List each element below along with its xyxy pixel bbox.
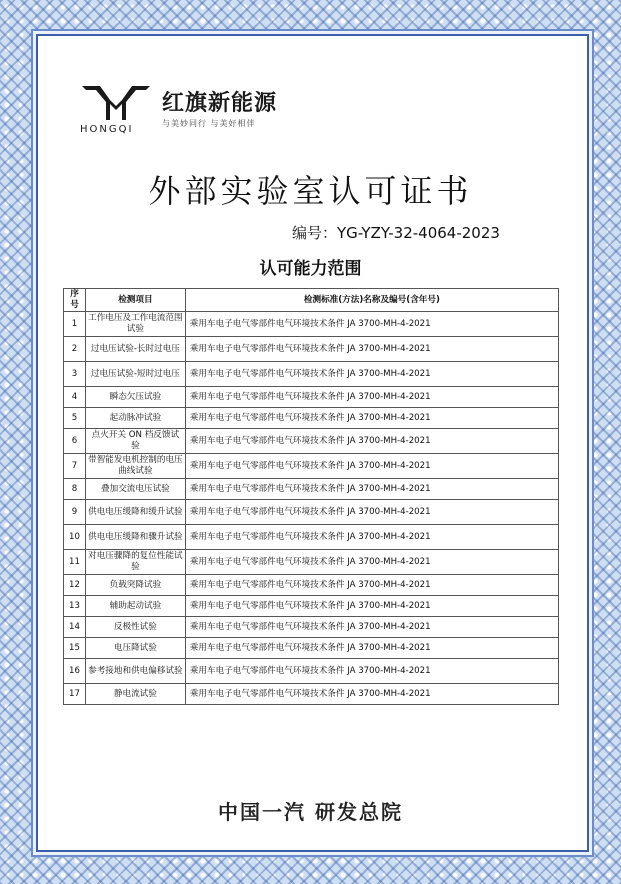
row-standard: 乘用车电子电气零部件电气环境技术条件 JA 3700-MH-4-2021 bbox=[185, 408, 558, 429]
row-no: 10 bbox=[64, 525, 86, 550]
scope-subtitle: 认可能力范围 bbox=[259, 259, 362, 279]
row-standard: 乘用车电子电气零部件电气环境技术条件 JA 3700-MH-4-2021 bbox=[185, 312, 558, 337]
header-test-item: 检测项目 bbox=[85, 289, 185, 312]
hongqi-logo bbox=[80, 80, 300, 140]
row-no: 2 bbox=[64, 337, 86, 362]
row-standard: 乘用车电子电气零部件电气环境技术条件 JA 3700-MH-4-2021 bbox=[185, 684, 558, 705]
row-no: 17 bbox=[64, 684, 86, 705]
row-standard: 乘用车电子电气零部件电气环境技术条件 JA 3700-MH-4-2021 bbox=[185, 429, 558, 454]
row-no: 14 bbox=[64, 617, 86, 638]
row-standard: 乘用车电子电气零部件电气环境技术条件 JA 3700-MH-4-2021 bbox=[185, 550, 558, 575]
table-row bbox=[64, 429, 559, 454]
row-standard: 乘用车电子电气零部件电气环境技术条件 JA 3700-MH-4-2021 bbox=[185, 525, 558, 550]
row-standard: 乘用车电子电气零部件电气环境技术条件 JA 3700-MH-4-2021 bbox=[185, 596, 558, 617]
table-row bbox=[64, 387, 559, 408]
row-item: 辅助起动试验 bbox=[85, 596, 185, 617]
hongqi-emblem-icon bbox=[80, 80, 152, 126]
table-row bbox=[64, 408, 559, 429]
row-item: 对电压骤降的复位性能试验 bbox=[85, 550, 185, 575]
row-item: 反极性试验 bbox=[85, 617, 185, 638]
row-item: 瞬态欠压试验 bbox=[85, 387, 185, 408]
row-item: 参考接地和供电偏移试验 bbox=[85, 659, 185, 684]
row-standard: 乘用车电子电气零部件电气环境技术条件 JA 3700-MH-4-2021 bbox=[185, 337, 558, 362]
logo-slogan: 与美妙同行 与美好相伴 bbox=[162, 119, 256, 128]
table-row bbox=[64, 362, 559, 387]
row-no: 15 bbox=[64, 638, 86, 659]
logo-latin-text: HONGQI bbox=[80, 124, 134, 135]
row-no: 9 bbox=[64, 500, 86, 525]
table-row bbox=[64, 500, 559, 525]
row-item: 点火开关 ON 档反馈试验 bbox=[85, 429, 185, 454]
table-row bbox=[64, 454, 559, 479]
table-row bbox=[64, 638, 559, 659]
row-standard: 乘用车电子电气零部件电气环境技术条件 JA 3700-MH-4-2021 bbox=[185, 617, 558, 638]
row-no: 4 bbox=[64, 387, 86, 408]
row-item: 工作电压及工作电流范围试验 bbox=[85, 312, 185, 337]
row-no: 1 bbox=[64, 312, 86, 337]
row-no: 5 bbox=[64, 408, 86, 429]
issuer-footer: 中国一汽 研发总院 bbox=[218, 800, 403, 824]
certificate-title: 外部实验室认可证书 bbox=[148, 172, 473, 210]
table-header-row bbox=[64, 289, 559, 312]
row-item: 供电电压缓降和骤升试验 bbox=[85, 525, 185, 550]
row-no: 8 bbox=[64, 479, 86, 500]
table-row bbox=[64, 575, 559, 596]
table-row bbox=[64, 550, 559, 575]
row-no: 6 bbox=[64, 429, 86, 454]
row-standard: 乘用车电子电气零部件电气环境技术条件 JA 3700-MH-4-2021 bbox=[185, 638, 558, 659]
row-item: 过电压试验-长时过电压 bbox=[85, 337, 185, 362]
header-serial: 序号 bbox=[64, 289, 86, 312]
header-test-standard: 检测标准(方法)名称及编号(含年号) bbox=[185, 289, 558, 312]
row-standard: 乘用车电子电气零部件电气环境技术条件 JA 3700-MH-4-2021 bbox=[185, 362, 558, 387]
table-row bbox=[64, 479, 559, 500]
logo-chinese-name: 红旗新能源 bbox=[162, 90, 278, 116]
row-standard: 乘用车电子电气零部件电气环境技术条件 JA 3700-MH-4-2021 bbox=[185, 500, 558, 525]
row-item: 带智能发电机控制的电压曲线试验 bbox=[85, 454, 185, 479]
row-no: 11 bbox=[64, 550, 86, 575]
row-item: 负载突降试验 bbox=[85, 575, 185, 596]
row-standard: 乘用车电子电气零部件电气环境技术条件 JA 3700-MH-4-2021 bbox=[185, 575, 558, 596]
table-row bbox=[64, 684, 559, 705]
row-item: 起动脉冲试验 bbox=[85, 408, 185, 429]
row-no: 7 bbox=[64, 454, 86, 479]
row-item: 电压降试验 bbox=[85, 638, 185, 659]
table-row bbox=[64, 525, 559, 550]
table-row bbox=[64, 659, 559, 684]
table-row bbox=[64, 617, 559, 638]
row-no: 16 bbox=[64, 659, 86, 684]
row-item: 静电流试验 bbox=[85, 684, 185, 705]
row-standard: 乘用车电子电气零部件电气环境技术条件 JA 3700-MH-4-2021 bbox=[185, 479, 558, 500]
row-no: 13 bbox=[64, 596, 86, 617]
row-item: 过电压试验-短时过电压 bbox=[85, 362, 185, 387]
row-no: 3 bbox=[64, 362, 86, 387]
row-standard: 乘用车电子电气零部件电气环境技术条件 JA 3700-MH-4-2021 bbox=[185, 659, 558, 684]
table-row bbox=[64, 337, 559, 362]
row-no: 12 bbox=[64, 575, 86, 596]
scope-table bbox=[63, 288, 559, 705]
table-row bbox=[64, 596, 559, 617]
row-item: 供电电压缓降和缓升试验 bbox=[85, 500, 185, 525]
row-item: 叠加交流电压试验 bbox=[85, 479, 185, 500]
certificate-number: 编号：YG-YZY-32-4064-2023 bbox=[292, 224, 500, 242]
row-standard: 乘用车电子电气零部件电气环境技术条件 JA 3700-MH-4-2021 bbox=[185, 387, 558, 408]
table-row bbox=[64, 312, 559, 337]
row-standard: 乘用车电子电气零部件电气环境技术条件 JA 3700-MH-4-2021 bbox=[185, 454, 558, 479]
